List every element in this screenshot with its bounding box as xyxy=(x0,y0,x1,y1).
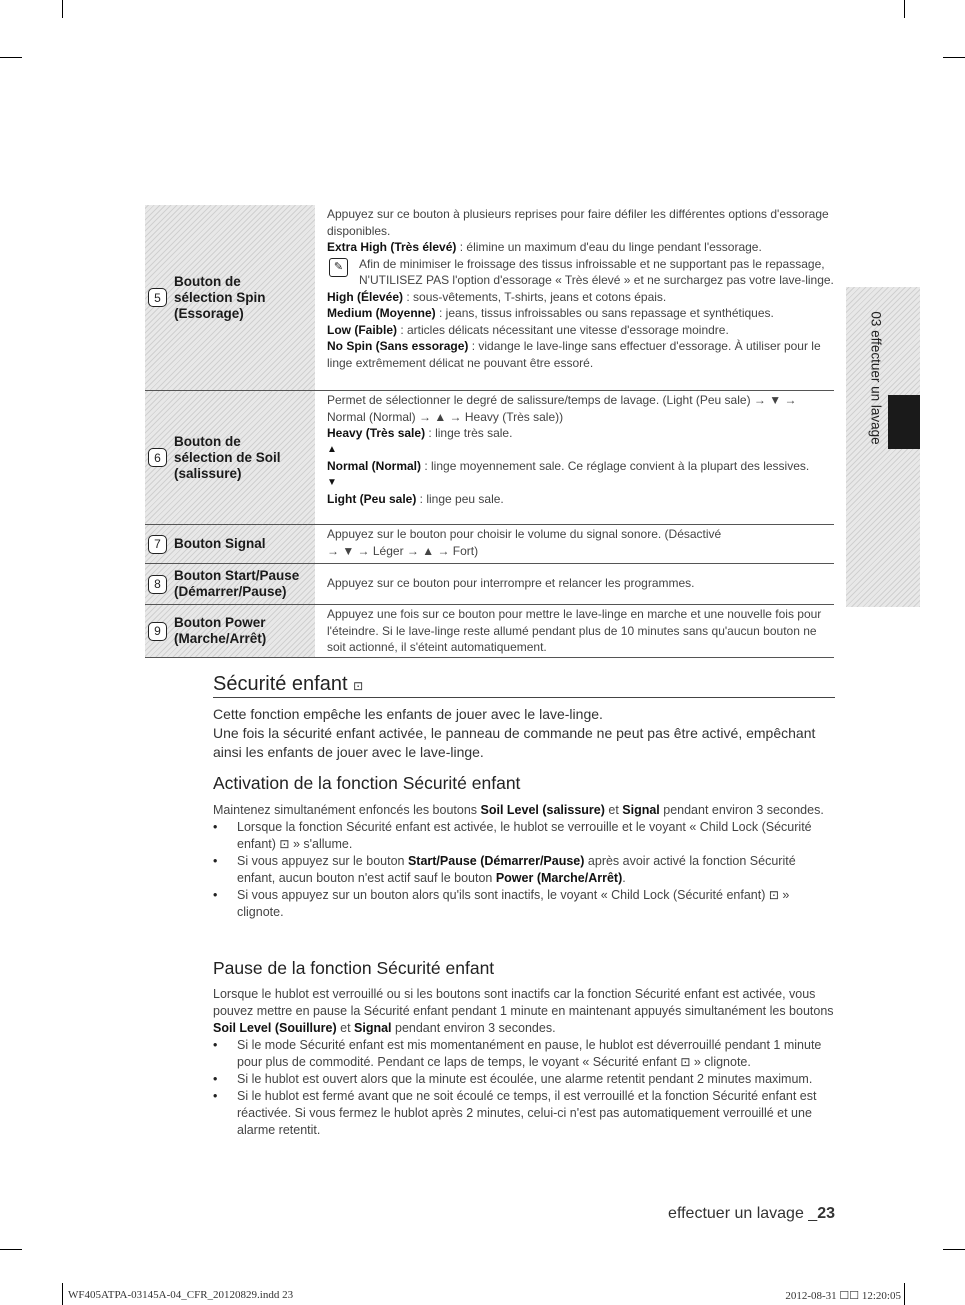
arrow-up-icon: ▲ xyxy=(327,443,337,455)
option-term: Light (Peu sale) xyxy=(327,492,417,506)
page-number: 23 xyxy=(817,1205,835,1222)
table-row-soil xyxy=(145,391,834,525)
option-desc: : articles délicats nécessitant une vitesse d'essorage moindre. xyxy=(397,322,729,337)
button-name: Start/Pause (Démarrer/Pause) xyxy=(407,854,585,868)
description-text xyxy=(327,425,834,442)
text: Si le mode Sécurité enfant est mis momentanément en pause, le hublot est déverrouillé pendant 1 minute pour plus de commodité. Pendant ce laps de temps, le voyant « Sécurité enfant xyxy=(237,1038,822,1069)
description-text xyxy=(327,289,834,306)
activation-title: Activation de la fonction Sécurité enfant xyxy=(213,773,521,793)
option-term: No Spin (Sans essorage) xyxy=(327,339,469,353)
description-text: Appuyez sur ce bouton pour interrompre et relancer les programmes. xyxy=(327,576,695,591)
button-name: Signal xyxy=(622,803,660,817)
pause-bullets xyxy=(213,1037,835,1139)
row-label-text: Bouton Power (Marche/Arrêt) xyxy=(174,615,267,646)
row-label xyxy=(145,391,315,524)
text: Lorsque la fonction Sécurité enfant est activée, le hublot se verrouille et le voyant « Child Lock (Sécurité enfant) xyxy=(237,820,812,851)
section-title xyxy=(213,673,363,696)
print-slug-left: WF405ATPA-03145A-04_CFR_20120829.indd 23 xyxy=(68,1289,294,1301)
description-text xyxy=(327,491,834,508)
row-label-text: Bouton Start/Pause (Démarrer/Pause) xyxy=(174,568,300,599)
pause-body xyxy=(213,986,835,1139)
description-text: Appuyez sur ce bouton à plusieurs reprises pour faire défiler les différentes options d'essorage disponibles. xyxy=(327,207,829,238)
text: et xyxy=(604,803,623,817)
option-term: Heavy (Très sale) xyxy=(327,426,426,440)
controls-table xyxy=(145,205,834,658)
row-label xyxy=(145,605,315,657)
description-text xyxy=(327,338,834,371)
footer-text: effectuer un lavage _ xyxy=(668,1205,818,1222)
row-label xyxy=(145,564,315,604)
crop-mark xyxy=(0,57,22,58)
arrow-down-icon: ▼ xyxy=(327,476,337,488)
child-lock-icon: ⊡ xyxy=(768,888,779,902)
child-lock-icon: ⊡ xyxy=(279,837,290,851)
row-label-text: Bouton de sélection de Soil (salissure) xyxy=(174,433,281,481)
intro-text: Une fois la sécurité enfant activée, le panneau de commande ne peut pas être activé, empêchant ainsi les enfants de jouer avec le lave-linge. xyxy=(213,725,816,760)
row-label xyxy=(145,205,315,390)
option-term: Normal (Normal) xyxy=(327,459,422,473)
row-number: 9 xyxy=(148,622,167,641)
crop-mark xyxy=(62,1283,63,1305)
option-desc: : linge peu sale. xyxy=(416,492,504,506)
option-desc: : linge très sale. xyxy=(425,426,513,440)
activation-paragraph xyxy=(213,802,835,819)
row-label-text: Bouton Signal xyxy=(174,536,266,551)
description-text xyxy=(327,322,834,339)
crop-mark xyxy=(904,0,905,18)
button-name: Power (Marche/Arrêt) xyxy=(495,871,623,885)
option-term: Medium (Moyenne) xyxy=(327,306,436,320)
page-footer xyxy=(668,1205,835,1223)
text: » s'allume. xyxy=(289,837,353,851)
list-item: • Si le hublot est ouvert alors que la minute est écoulée, une alarme retentit pendant 2 minutes maximum. xyxy=(213,1071,835,1088)
row-number: 5 xyxy=(148,288,167,307)
crop-mark xyxy=(62,0,63,18)
text: Maintenez simultanément enfoncés les boutons xyxy=(213,803,481,817)
row-description xyxy=(315,391,834,524)
text: Si vous appuyez sur le bouton xyxy=(237,854,408,868)
description-text: Permet de sélectionner le degré de salissure/temps de lavage. (Light (Peu sale) → ▼ → Normal (Normal) → ▲ → Heavy (Très sale)) xyxy=(327,393,797,424)
crop-mark xyxy=(904,1283,905,1305)
table-row-start-pause xyxy=(145,564,834,605)
button-name: Soil Level (salissure) xyxy=(480,803,605,817)
child-lock-icon: ⊡ xyxy=(680,1055,691,1069)
print-slug-right: 2012-08-31 ☐☐ 12:20:05 xyxy=(785,1290,901,1302)
row-description xyxy=(315,205,834,390)
option-desc: : élimine un maximum d'eau du linge pendant l'essorage. xyxy=(456,240,762,254)
crop-mark xyxy=(0,1249,22,1250)
list-item xyxy=(213,887,835,921)
row-number: 7 xyxy=(148,535,167,554)
description-text xyxy=(327,239,834,256)
row-label-text: Bouton de sélection Spin (Essorage) xyxy=(174,273,266,321)
button-name: Soil Level (Souillure) xyxy=(213,1021,337,1035)
section-intro xyxy=(213,705,835,762)
crop-mark xyxy=(943,1249,965,1250)
table-row-power xyxy=(145,605,834,658)
note-text: Afin de minimiser le froissage des tissus infroissable et ne supportant pas le repassage, N'UTILISEZ PAS l'option d'essorage « Très élevé » et ne surchargez pas votre lave-linge. xyxy=(359,256,834,287)
text: . xyxy=(622,871,626,885)
option-term: Low (Faible) xyxy=(327,322,397,337)
list-item: • Si le hublot est fermé avant que ne soit écoulé ce temps, il est verrouillé et la fonction Sécurité enfant est réactivée. Si vous fermez le hublot après 2 minutes, celui-ci n'est pas automatiquement verrouillé et une alarme retentit. xyxy=(213,1088,835,1139)
pencil-note-icon: ✎ xyxy=(329,258,348,277)
text: après avoir activé la fonction Sécurité enfant, aucun bouton n'est actif sauf le bouton xyxy=(237,854,796,885)
row-description: Appuyez sur le bouton pour choisir le volume du signal sonore. (Désactivé → ▼ → Léger → ▲ → Fort) xyxy=(327,527,722,558)
table-row-signal xyxy=(145,525,834,564)
option-desc: : jeans, tissus infroissables ou sans repassage et synthétiques. xyxy=(435,306,774,320)
text: pendant environ 3 secondes. xyxy=(659,803,824,817)
chapter-marker xyxy=(888,395,920,449)
text: Si vous appuyez sur un bouton alors qu'ils sont inactifs, le voyant « Child Lock (Sécurité enfant) xyxy=(237,888,766,902)
description-text xyxy=(327,305,834,322)
option-desc: : vidange le lave-linge sans effectuer d'essorage. À utiliser pour le linge extrêmement délicat ne pouvant être essoré. xyxy=(327,339,821,370)
row-label xyxy=(145,525,315,563)
option-term: High (Élevée) xyxy=(327,289,404,304)
note xyxy=(327,256,834,289)
description-text xyxy=(327,458,834,475)
text: Lorsque le hublot est verrouillé ou si les boutons sont inactifs car la fonction Sécurité enfant est activée, vous pouvez mettre en pause la Sécurité enfant pendant 1 minute en maintenant appuyés simultanément les boutons xyxy=(213,987,834,1018)
section-title-text: Sécurité enfant xyxy=(213,673,348,695)
list-item xyxy=(213,819,835,853)
activation-bullets xyxy=(213,819,835,921)
child-lock-icon: ⊡ xyxy=(353,679,364,693)
option-desc: : sous-vêtements, T-shirts, jeans et cotons épais. xyxy=(403,289,667,304)
list-item xyxy=(213,1037,835,1071)
row-number: 6 xyxy=(148,448,167,467)
intro-text: Cette fonction empêche les enfants de jouer avec le lave-linge. xyxy=(213,706,603,722)
pause-paragraph xyxy=(213,986,835,1037)
option-term: Extra High (Très élevé) xyxy=(327,240,457,254)
row-description xyxy=(315,564,834,604)
row-number: 8 xyxy=(148,575,167,594)
table-row-spin xyxy=(145,205,834,391)
section-rule xyxy=(213,697,835,698)
button-name: Signal xyxy=(354,1021,392,1035)
row-description: Appuyez une fois sur ce bouton pour mettre le lave-linge en marche et une nouvelle fois pour l'éteindre. Si le lave-linge reste allumé pendant plus de 10 minutes sans qu'aucun bouton ne soit actionné, il s'éteint automatiquement. xyxy=(327,607,822,654)
activation-body xyxy=(213,802,835,921)
text: et xyxy=(336,1021,355,1035)
text: » clignote. xyxy=(690,1055,751,1069)
chapter-side-text: 03 effectuer un lavage xyxy=(868,310,884,445)
option-desc: : linge moyennement sale. Ce réglage convient à la plupart des lessives. xyxy=(421,459,810,473)
text: pendant environ 3 secondes. xyxy=(391,1021,556,1035)
list-item xyxy=(213,853,835,887)
crop-mark xyxy=(943,57,965,58)
pause-title: Pause de la fonction Sécurité enfant xyxy=(213,958,495,978)
text: » clignote. xyxy=(237,888,790,919)
